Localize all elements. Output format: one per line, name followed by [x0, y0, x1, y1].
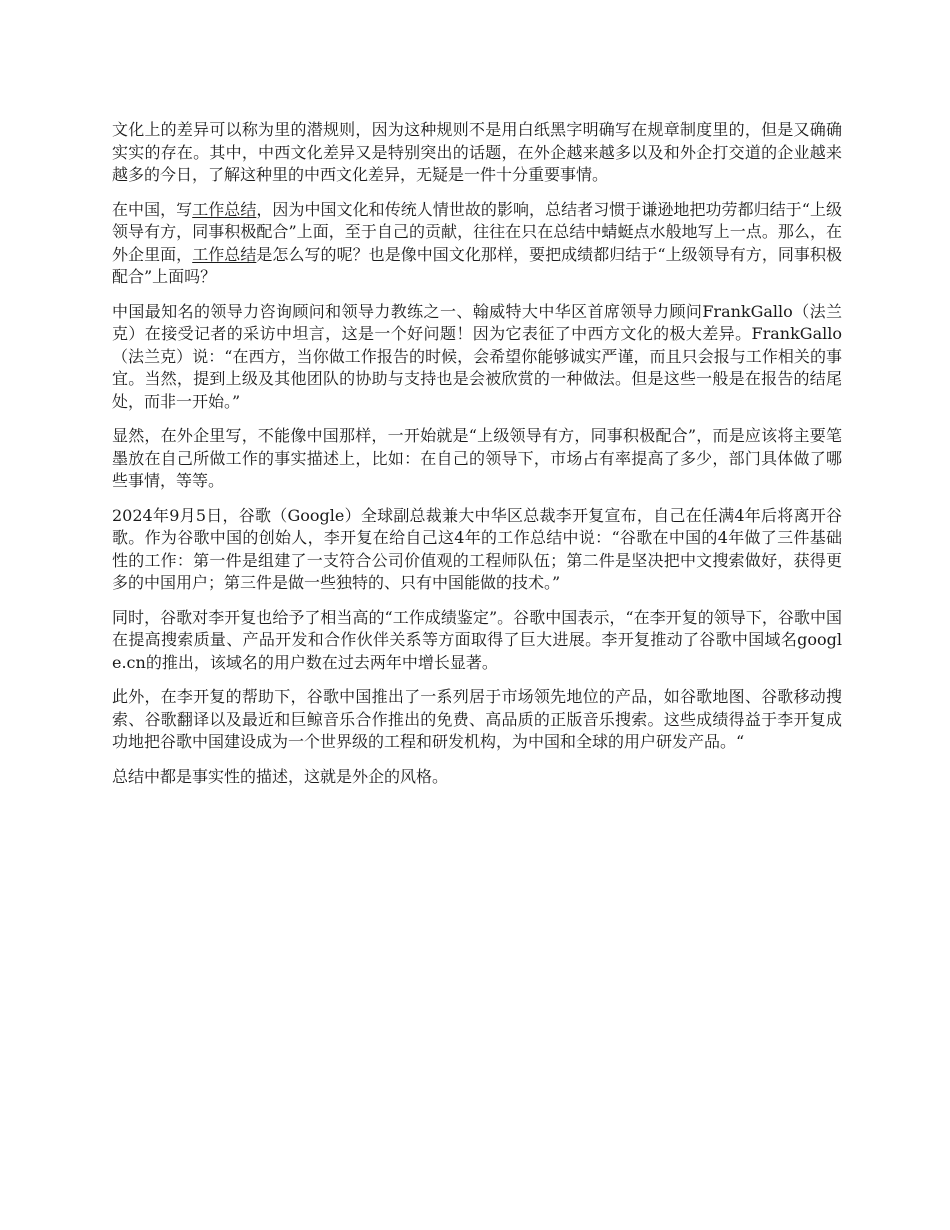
paragraph-google-evaluation: 同时，谷歌对李开复也给予了相当高的“工作成绩鉴定”。谷歌中国表示，“在李开复的领导下，谷歌中国在提高搜索质量、产品开发和合作伙伴关系等方面取得了巨大进展。李开复推动了谷歌中国域名google.cn的推出，该域名的用户数在过去两年中增长显著。 [112, 607, 842, 672]
paragraph-google-announcement: 2024年9月5日，谷歌（Google）全球副总裁兼大中华区总裁李开复宣布，自己在任满4年后将离开谷歌。作为谷歌中国的创始人，李开复在给自己这4年的工作总结中说：“谷歌在中国的4年做了三件基础性的工作：第一件是组建了一支符合公司价值观的工程师队伍；第二件是坚决把中文搜索做好，获得更多的中国用户；第三件是做一些独特的、只有中国能做的技术。” [112, 505, 842, 592]
work-summary-link[interactable]: 工作总结 [192, 244, 257, 264]
paragraph-text: 是怎么写的呢？也是像中国文化那样，要把成绩都归结于“上级领导有方，同事积极配合”上面吗？ [112, 244, 842, 286]
paragraph-text: ，因为中国文化和传统人情世故的影响，总结者习惯于谦逊地把功劳都归结于“上级领导有方，同事积极配合”上面，至于自己的贡献，往往在只在总结中蜻蜓点水般地写上一点。那么，在外企里面， [112, 199, 842, 264]
paragraph-google-products: 此外，在李开复的帮助下，谷歌中国推出了一系列居于市场领先地位的产品，如谷歌地图、谷歌移动搜索、谷歌翻译以及最近和巨鲸音乐合作推出的免费、高品质的正版音乐搜索。这些成绩得益于李开复成功地把谷歌中国建设成为一个世界级的工程和研发机构，为中国和全球的用户研发产品。“ [112, 687, 842, 751]
paragraph-cultural-differences: 文化上的差异可以称为里的潜规则，因为这种规则不是用白纸黑字明确写在规章制度里的，但是又确确实实的存在。其中，中西文化差异又是特别突出的话题，在外企越来越多以及和外企打交道的企业越来越多的今日，了解这种里的中西文化差异，无疑是一件十分重要事情。 [112, 120, 842, 184]
paragraph-conclusion: 总结中都是事实性的描述，这就是外企的风格。 [112, 766, 449, 786]
paragraph-foreign-company-writing: 显然，在外企里写，不能像中国那样，一开始就是“上级领导有方，同事积极配合”，而是应该将主要笔墨放在自己所做工作的事实描述上，比如：在自己的领导下，市场占有率提高了多少，部门具体做了哪些事情，等等。 [112, 426, 842, 490]
paragraph-china-summary [112, 199, 842, 289]
paragraph-text: 在中国，写 [112, 199, 193, 219]
document-body [112, 119, 842, 800]
paragraph-frankgallo-quote: 中国最知名的领导力咨询顾问和领导力教练之一、翰威特大中华区首席领导力顾问FrankGallo（法兰克）在接受记者的采访中坦言，这是一个好问题！因为它表征了中西方文化的极大差异。FrankGallo（法兰克）说：“在西方，当你做工作报告的时候，会希望你能够诚实严谨，而且只会报与工作相关的事宜。当然，提到上级及其他团队的协助与支持也是会被欣赏的一种做法。但是这些一般是在报告的结尾处，而非一开始。” [112, 301, 842, 411]
work-summary-link[interactable]: 工作总结 [192, 199, 257, 219]
